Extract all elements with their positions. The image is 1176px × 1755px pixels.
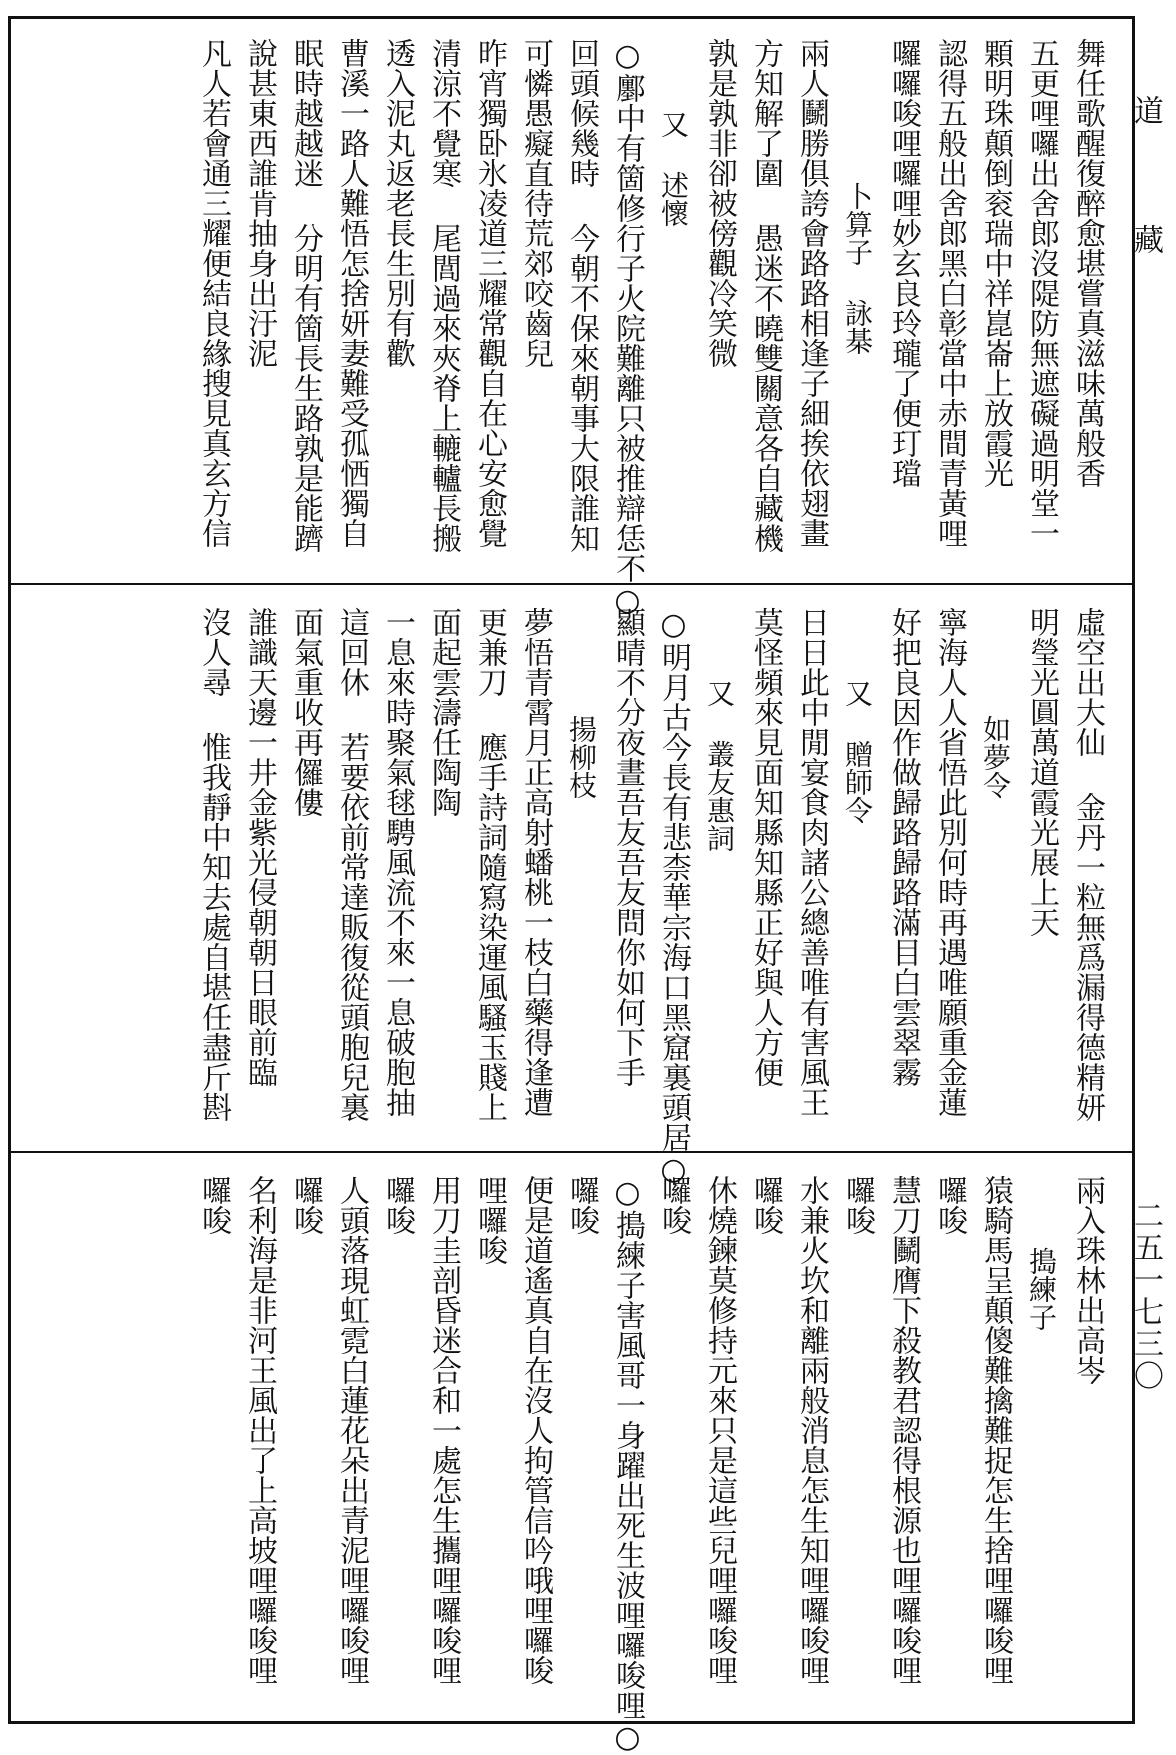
- text-column: 莫怪頻來見面知縣知縣正好與人方便: [748, 607, 783, 1087]
- text-column: 凡人若會通三耀便結良緣搜見真玄方信: [196, 38, 231, 548]
- text-column: 猿騎馬呈顛傻難擒難捉怎生捨哩囉唆哩: [978, 1175, 1013, 1685]
- text-column: 揚柳枝: [565, 715, 598, 799]
- text-column: 認得五般出舍郎黑白彰當中赤間青黃哩: [932, 38, 967, 548]
- text-column: 寧海人人省悟此別何時再遇唯願重金蓮: [932, 607, 967, 1117]
- text-column: 搗練子: [1025, 1247, 1058, 1331]
- text-column: 囉唆: [656, 1175, 691, 1235]
- text-column: 人頭落現虹霓白蓮花朵出青泥哩囉唆哩: [334, 1175, 369, 1685]
- text-column: 誰識天邊一井金紫光侵朝朝日眼前臨: [242, 607, 277, 1087]
- text-column: 囉唆: [196, 1175, 231, 1235]
- text-column: 眠時越越迷 分明有箇長生路孰是能躋: [288, 38, 323, 553]
- text-column: 慧刀鬭膺下殺教君認得根源也哩囉唆哩: [886, 1175, 921, 1685]
- text-column: 面起雲濤任陶陶: [426, 607, 461, 817]
- text-column: 顆明珠顛倒衮瑞中祥崑崙上放霞光: [978, 38, 1013, 488]
- text-column: 兩入珠林出高岑: [1070, 1175, 1105, 1385]
- text-column: 可憐愚癡直待荒郊咬齒兒: [518, 38, 553, 368]
- text-column: ○鄽中有箇修行子火院難離只被推辯恁不○: [610, 38, 645, 618]
- panel-top: [8, 16, 1135, 618]
- text-column: 用刀圭剖昏迷合和一處怎生攜哩囉唆哩: [426, 1175, 461, 1685]
- text-column: 囉唆: [564, 1175, 599, 1235]
- text-column: 囉唆: [380, 1175, 415, 1235]
- text-column: 面氣重收再儸僂: [288, 607, 323, 817]
- text-column: 水兼火坎和離兩般消息怎生知哩囉唆哩: [794, 1175, 829, 1685]
- text-column: 便是道遙真自在沒人拘管信吟哦哩囉唆: [518, 1175, 553, 1685]
- text-column: 又 贈師令: [841, 679, 874, 824]
- text-column: 回頭候幾時 今朝不保來朝事大限誰知: [564, 38, 599, 553]
- panel-middle: [8, 583, 1135, 1187]
- text-column: 說甚東西誰肯抽身出汙泥: [242, 38, 277, 368]
- text-column: 清涼不覺寒 尾閭過來夾脊上轆轤長搬: [426, 38, 461, 553]
- text-column: 五更哩囉出舍郎沒隄防無遮礙過明堂一: [1024, 38, 1059, 548]
- text-column: 名利海是非河王風出了上高坡哩囉唆哩: [242, 1175, 277, 1685]
- text-column: 夢悟青霄月正高射蟠桃一枝白藥得逢遭: [518, 607, 553, 1117]
- text-column: 舞任歌醒復醉愈堪嘗真滋味萬般香: [1070, 38, 1105, 488]
- text-column: 這回休 若要依前常達販復從頭胞兒裏: [334, 607, 369, 1122]
- text-column: 囉唆: [840, 1175, 875, 1235]
- text-column: 又 述懷: [657, 110, 690, 227]
- text-column: 顯晴不分夜晝吾友吾友問你如何下手: [610, 607, 645, 1087]
- text-column: 虛空出大仙 金丹一粒無爲漏得德精妍: [1070, 607, 1105, 1122]
- text-column: 又 叢友惠詞: [703, 679, 736, 852]
- text-column: 兩人鬭勝俱誇會路路相逢子細挨依翅畫: [794, 38, 829, 548]
- text-column: 好把良因作做歸路歸路滿目白雲翠霧: [886, 607, 921, 1087]
- text-column: 曹溪一路人難悟怎捨妍妻難受孤恓獨自: [334, 38, 369, 548]
- text-column: 休燒鍊莫修持元來只是這些兒哩囉唆哩: [702, 1175, 737, 1685]
- panel-bottom: [8, 1151, 1135, 1755]
- text-column: 囉唆: [748, 1175, 783, 1235]
- margin-page-number: 二五一七三〇: [1128, 1200, 1163, 1392]
- text-column: 透入泥丸返老長生別有歡: [380, 38, 415, 368]
- text-column: 卜算子 詠棊: [841, 182, 874, 355]
- text-column: 方知解了圍 愚迷不曉雙關意各自藏機: [748, 38, 783, 553]
- text-column: 更兼刀 應手詩詞隨寫染運風騷玉賤上: [472, 607, 507, 1122]
- text-column: 囉唆: [932, 1175, 967, 1235]
- text-column: ○搗練子害風哥一身躍出死生波哩囉唆哩○: [610, 1175, 645, 1755]
- text-column: 沒人尋 惟我靜中知去處自堪任盡斤斟: [196, 607, 231, 1122]
- text-column: 哩囉唆: [472, 1175, 507, 1265]
- text-column: ○明月古今長有悲柰華宗海口黑窟裏頭居○: [656, 607, 691, 1187]
- text-column: 明瑩光圓萬道霞光展上天: [1024, 607, 1059, 937]
- text-column: 昨宵獨卧氷凌道三耀常觀自在心安愈覺: [472, 38, 507, 548]
- text-column: 如夢令: [979, 715, 1012, 799]
- text-column: 囉囉唆哩囉哩妙玄良玲瓏了便玎璫: [886, 38, 921, 488]
- text-column: 囉唆: [288, 1175, 323, 1235]
- text-column: 一息來時聚氣毬騁風流不來一息破胞抽: [380, 607, 415, 1117]
- margin-title: 道 藏: [1128, 95, 1163, 286]
- text-column: 孰是孰非卻被傍觀冷笑微: [702, 38, 737, 368]
- text-column: 日日此中閒宴食肉諸公總善唯有害風王: [794, 607, 829, 1117]
